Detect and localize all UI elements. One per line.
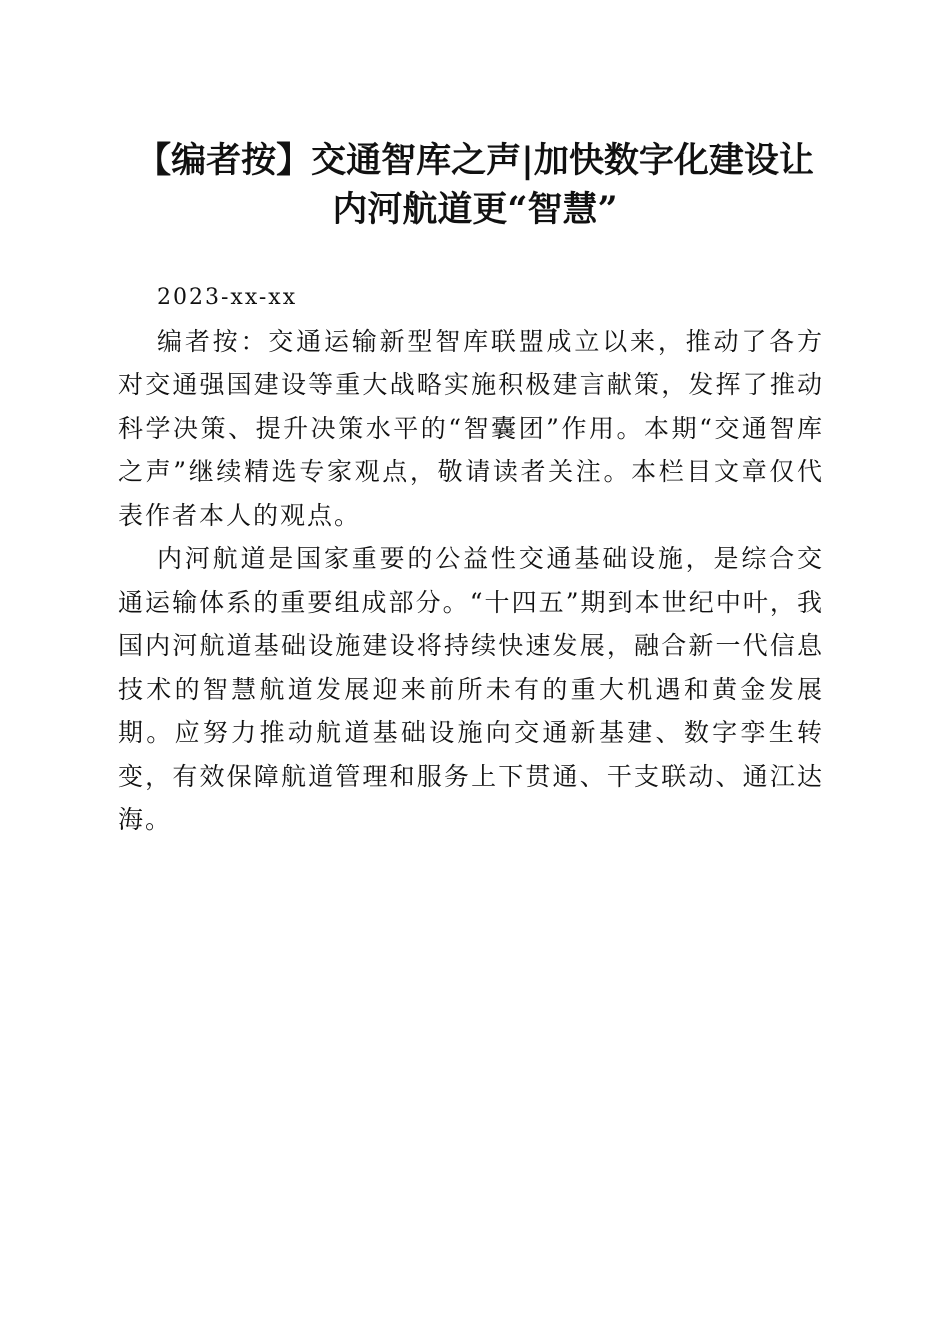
body-paragraph: 内河航道是国家重要的公益性交通基础设施，是综合交通运输体系的重要组成部分。“十四五”期到本世纪中叶，我国内河航道基础设施建设将持续快速发展，融合新一代信息技术的智慧航道发展迎来前所未有的重大机遇和黄金发展期。应努力推动航道基础设施向交通新基建、数字孪生转变，有效保障航道管理和服务上下贯通、干支联动、通江达海。 <box>118 544 824 834</box>
editor-note-paragraph: 编者按：交通运输新型智库联盟成立以来，推动了各方对交通强国建设等重大战略实施积极建言献策，发挥了推动科学决策、提升决策水平的“智囊团”作用。本期“交通智库之声”继续精选专家观点，敬请读者关注。本栏目文章仅代表作者本人的观点。 <box>118 326 824 530</box>
publish-date: 2023-xx-xx <box>157 285 298 310</box>
document-title <box>100 136 850 234</box>
document-body <box>118 276 824 842</box>
title-line-1: 【编者按】交通智库之声|加快数字化建设让 <box>136 140 814 181</box>
title-line-2: 内河航道更“智慧” <box>332 189 618 230</box>
